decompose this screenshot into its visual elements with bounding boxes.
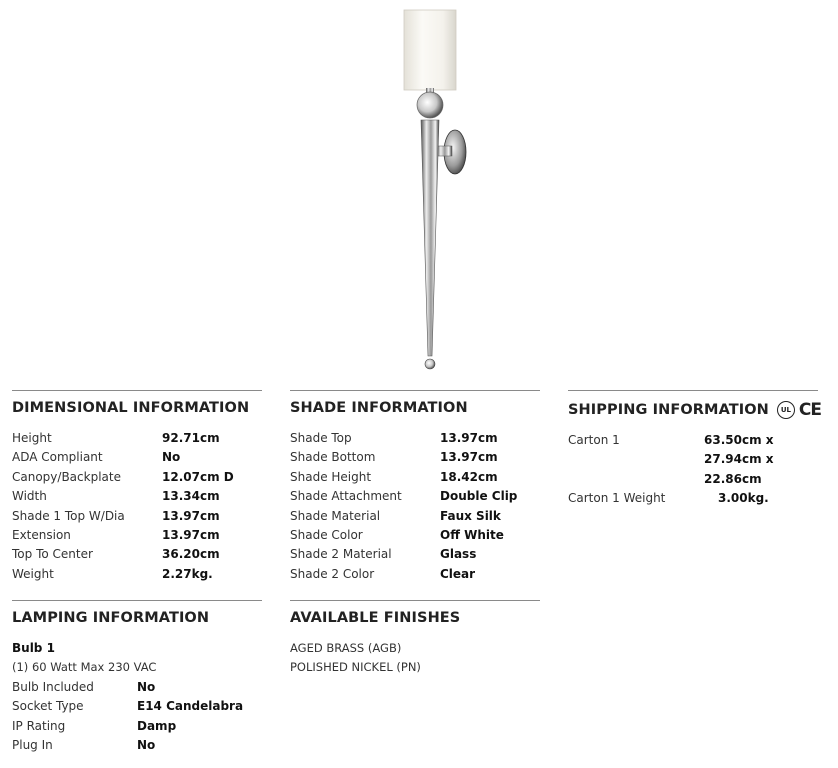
spec-value: No: [137, 679, 156, 694]
spec-row-plug-in: [12, 736, 262, 755]
spec-label: Plug In: [12, 738, 53, 753]
shipping-heading-row: [568, 400, 822, 420]
spec-value: 13.97cm: [162, 508, 220, 523]
lamping-rows: [12, 639, 262, 755]
crystal-ball: [417, 92, 443, 118]
spec-row-canopy: [12, 468, 262, 487]
dimensional-heading: DIMENSIONAL INFORMATION: [12, 400, 250, 416]
spec-row-shade-height: [290, 468, 540, 487]
lamping-heading: LAMPING INFORMATION: [12, 610, 210, 626]
spec-label: Carton 1 Weight: [568, 491, 666, 506]
spec-label: Shade Bottom: [290, 450, 376, 465]
bulb-description: (1) 60 Watt Max 230 VAC: [12, 660, 157, 675]
section-divider: [290, 390, 540, 391]
spec-label: Shade Attachment: [290, 489, 402, 504]
finish-item: AGED BRASS (AGB): [290, 641, 402, 655]
spec-value: Off White: [440, 528, 504, 543]
spec-row-shade2-color: [290, 565, 540, 584]
spec-label: Height: [12, 431, 52, 445]
shade-section: [290, 390, 540, 584]
spec-row-ada: [12, 448, 262, 467]
sconce-body: [421, 120, 439, 356]
spec-label: Shade Color: [290, 528, 363, 543]
spec-row-shade2-material: [290, 545, 540, 564]
spec-row-carton-weight: [568, 489, 818, 508]
spec-row-extension: [12, 526, 262, 545]
spec-value: Clear: [440, 566, 476, 581]
shipping-rows: [568, 431, 818, 509]
spec-value: Double Clip: [440, 489, 518, 504]
finishes-section: [290, 600, 540, 678]
finishes-heading: AVAILABLE FINISHES: [290, 610, 461, 626]
spec-row-top-to-center: [12, 545, 262, 564]
spec-label: Shade Height: [290, 469, 372, 484]
finishes-list: [290, 639, 540, 678]
ce-mark-icon: CE: [798, 400, 822, 420]
spec-value: Glass: [440, 547, 477, 562]
spec-label: Socket Type: [12, 699, 84, 714]
section-divider: [12, 600, 262, 601]
spec-row-weight: [12, 565, 262, 584]
spec-value: 92.71cm: [162, 431, 220, 445]
bulb-title: Bulb 1: [12, 641, 55, 655]
spec-value: No: [162, 450, 181, 465]
shade-rows: [290, 429, 540, 584]
spec-row-width: [12, 487, 262, 506]
spec-label: Width: [12, 489, 47, 504]
shipping-section: [568, 390, 822, 509]
spec-label: Shade 2 Material: [290, 547, 392, 562]
spec-row-shade-top: [290, 429, 540, 448]
shipping-heading: SHIPPING INFORMATION: [568, 402, 769, 418]
spec-label: ADA Compliant: [12, 450, 103, 465]
certification-marks: [777, 400, 821, 420]
section-divider: [12, 390, 262, 391]
lamping-section: [12, 600, 262, 755]
spec-value: No: [137, 738, 156, 753]
product-image: [0, 0, 838, 380]
spec-value: 36.20cm: [162, 547, 220, 562]
spec-row-bulb-included: [12, 678, 262, 697]
finial: [425, 359, 435, 369]
spec-row-height: [12, 429, 262, 448]
spec-value: 2.27kg.: [162, 566, 213, 581]
spec-value: 3.00kg.: [718, 491, 769, 506]
section-divider: [568, 390, 818, 391]
lamp-shade: [404, 10, 456, 90]
spec-row-shade-top: [12, 507, 262, 526]
dimensional-section: [12, 390, 262, 584]
spec-value: Damp: [137, 718, 177, 733]
shade-heading: SHADE INFORMATION: [290, 400, 468, 416]
spec-value: 13.97cm: [440, 450, 498, 465]
spec-label: IP Rating: [12, 718, 66, 733]
spec-row-shade-color: [290, 526, 540, 545]
spec-label: Extension: [12, 528, 71, 543]
spec-value: Faux Silk: [440, 508, 501, 523]
spec-label: Bulb Included: [12, 679, 94, 694]
spec-value: 63.50cm x 27.94cm x 22.86cm: [704, 433, 774, 486]
spec-label: Weight: [12, 566, 54, 581]
spec-row-shade-material: [290, 507, 540, 526]
section-divider: [290, 600, 540, 601]
spec-value: 12.07cm D: [162, 469, 234, 484]
spec-label: Shade 1 Top W/Dia: [12, 508, 125, 523]
spec-row-carton: [568, 431, 818, 489]
spec-label: Canopy/Backplate: [12, 469, 121, 484]
spec-value: 13.97cm: [162, 528, 220, 543]
spec-row-socket-type: [12, 697, 262, 716]
spec-row-shade-bottom: [290, 448, 540, 467]
spec-label: Shade Material: [290, 508, 381, 523]
spec-label: Top To Center: [12, 547, 93, 562]
wall-sconce-drawing: [404, 10, 466, 369]
spec-value: 18.42cm: [440, 469, 498, 484]
spec-label: Carton 1: [568, 433, 620, 447]
finish-item: POLISHED NICKEL (PN): [290, 660, 421, 675]
ul-listed-icon: UL: [777, 401, 795, 419]
dimensional-rows: [12, 429, 262, 584]
spec-label: Shade 2 Color: [290, 566, 375, 581]
spec-row-shade-attachment: [290, 487, 540, 506]
spec-label: Shade Top: [290, 431, 352, 445]
spec-value: 13.97cm: [440, 431, 498, 445]
spec-value: E14 Candelabra: [137, 699, 244, 714]
spec-value: 13.34cm: [162, 489, 220, 504]
spec-row-ip-rating: [12, 717, 262, 736]
